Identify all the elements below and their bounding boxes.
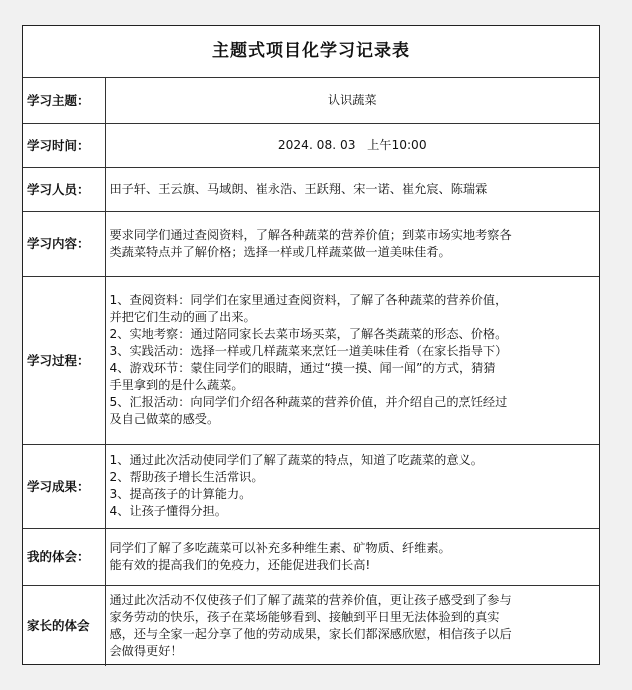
members-value: 田子轩、王云旗、马域朗、崔永浩、王跃翔、宋一诺、崔允宸、陈瑞霖: [105, 167, 599, 211]
results-value: [105, 444, 599, 528]
parents-line: 会做得更好！: [109, 643, 183, 658]
parents-line: 家务劳动的快乐，孩子在菜场能够看到、接触到平日里无法体验到的真实: [109, 609, 500, 624]
content-row: [23, 211, 599, 276]
results-row: [23, 444, 599, 528]
sheet-title: 主题式项目化学习记录表: [23, 26, 599, 77]
process-line: 2、实地考察：通过陪同家长去菜市场买菜，了解各类蔬菜的形态、价格。: [109, 327, 508, 341]
results-line: 1、通过此次活动使同学们了解了蔬菜的特点，知道了吃蔬菜的意义。: [109, 453, 483, 467]
process-label: 学习过程：: [23, 276, 105, 444]
parents-line: 感，还与全家一起分享了他的劳动成果，家长们都深感欣慰，相信孩子以后: [109, 626, 512, 641]
process-row: [23, 276, 599, 444]
record-table: [23, 26, 599, 666]
parents-row: [23, 585, 599, 666]
experience-line: 能有效的提高我们的免疫力，还能促进我们长高!: [109, 557, 371, 572]
members-label: 学习人员：: [23, 167, 105, 211]
process-line: 并把它们生动的画了出来。: [109, 310, 256, 324]
members-row: [23, 167, 599, 211]
process-line: 1、查阅资料：同学们在家里通过查阅资料，了解了各种蔬菜的营养价值，: [109, 293, 508, 307]
experience-value: [105, 528, 599, 585]
experience-line: 同学们了解了多吃蔬菜可以补充多种维生素、矿物质、纤维素。: [109, 540, 451, 555]
content-value: [105, 211, 599, 276]
process-line: 3、实践活动：选择一样或几样蔬菜来烹饪一道美味佳肴（在家长指导下）: [109, 344, 508, 358]
process-line: 5、汇报活动：向同学们介绍各种蔬菜的营养价值，并介绍自己的烹饪经过: [109, 395, 508, 409]
parents-line: 通过此次活动不仅使孩子们了解了蔬菜的营养价值，更让孩子感受到了参与: [109, 592, 512, 607]
topic-value: 认识蔬菜: [105, 77, 599, 123]
parents-label: 家长的体会: [23, 585, 105, 666]
results-line: 3、提高孩子的计算能力。: [109, 487, 252, 501]
topic-row: [23, 77, 599, 123]
process-line: 手里拿到的是什么蔬菜。: [109, 378, 244, 392]
content-label: 学习内容：: [23, 211, 105, 276]
results-line: 4、让孩子懂得分担。: [109, 504, 227, 518]
parents-value: [105, 585, 599, 666]
record-sheet: [22, 25, 600, 665]
content-line: 要求同学们通过查阅资料，了解各种蔬菜的营养价值；到菜市场实地考察各: [109, 227, 512, 242]
results-label: 学习成果：: [23, 444, 105, 528]
content-line: 类蔬菜特点并了解价格；选择一样或几样蔬菜做一道美味佳肴。: [109, 244, 451, 259]
time-row: [23, 123, 599, 167]
experience-row: [23, 528, 599, 585]
time-label: 学习时间：: [23, 123, 105, 167]
title-row: [23, 26, 599, 77]
process-line: 及自己做菜的感受。: [109, 412, 220, 426]
topic-label: 学习主题：: [23, 77, 105, 123]
experience-label: 我的体会：: [23, 528, 105, 585]
process-value: [105, 276, 599, 444]
process-line: 4、游戏环节：蒙住同学们的眼睛，通过“摸一摸、闻一闻”的方式，猜猜: [109, 361, 496, 375]
time-value: 2024. 08. 03 上午10:00: [105, 123, 599, 167]
results-line: 2、帮助孩子增长生活常识。: [109, 470, 264, 484]
